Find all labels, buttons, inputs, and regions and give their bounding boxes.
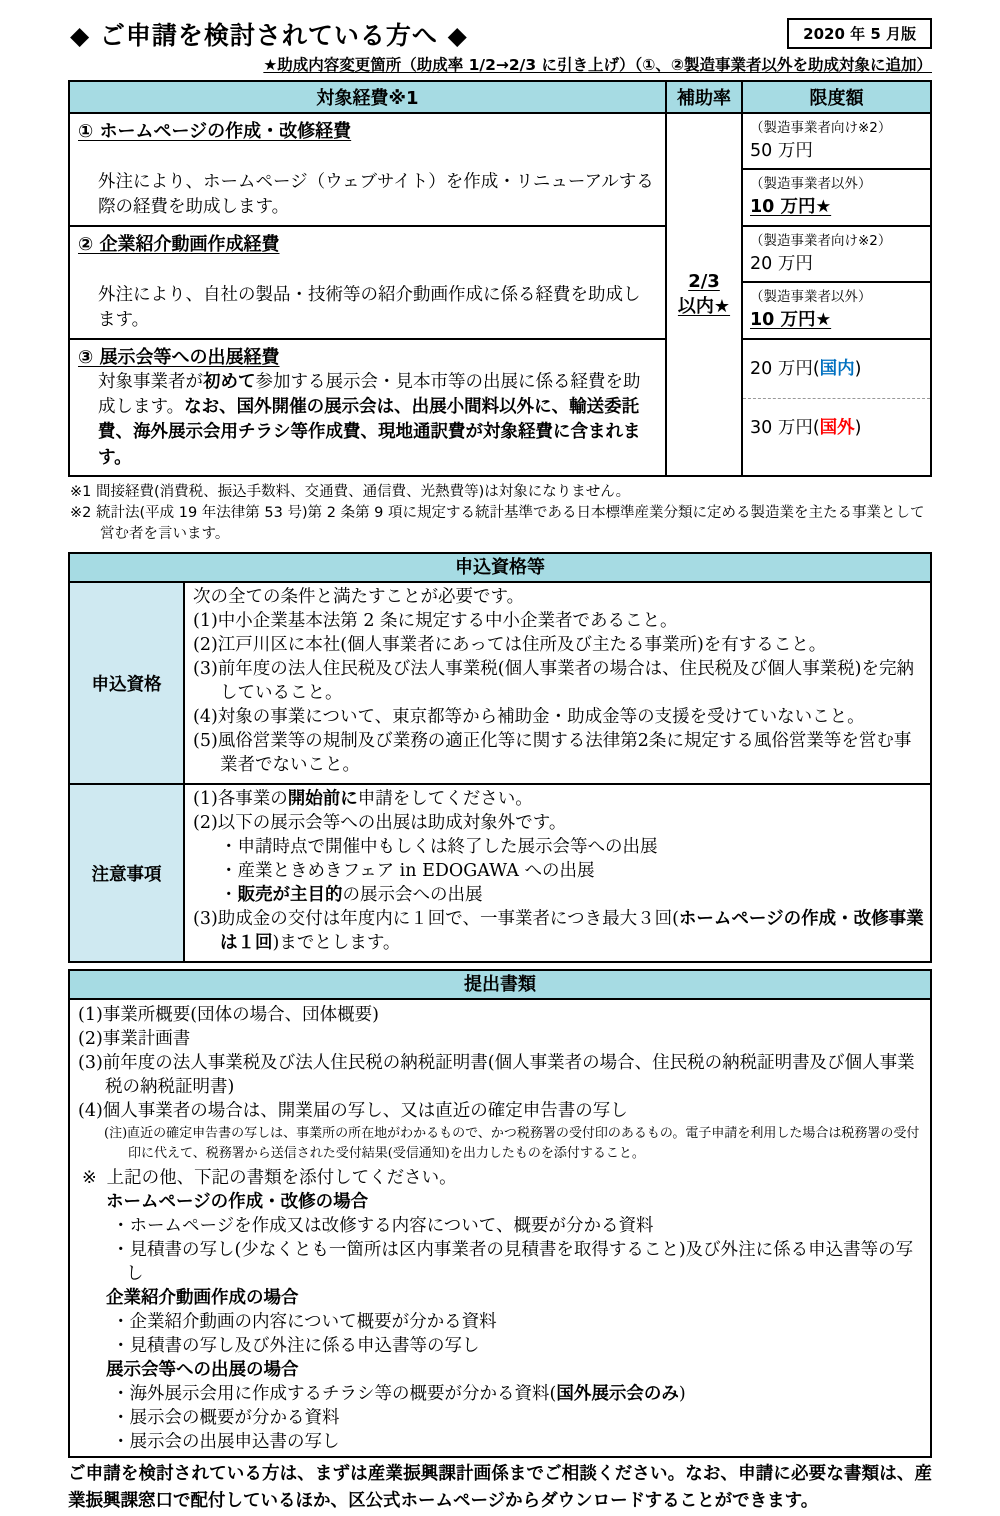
qualification-content <box>185 583 930 783</box>
cautions-content <box>185 785 930 961</box>
limit-amount-overseas: 30 万円(国外) <box>750 418 862 439</box>
exhibition-case-bullet-2: ・展示会の概要が分かる資料 <box>112 1407 340 1428</box>
video-limit-manufacturer <box>743 227 930 283</box>
video-limit-cell <box>742 226 931 339</box>
video-expense-title: ② 企業紹介動画作成経費 <box>78 233 280 255</box>
video-case-bullet-1: ・企業紹介動画の内容について概要が分かる資料 <box>112 1311 497 1332</box>
limit-note-other: （製造事業者以外） <box>750 288 872 305</box>
homepage-expense-cell <box>69 113 666 226</box>
expense-table <box>68 80 932 477</box>
homepage-limit-cell <box>742 113 931 226</box>
limit-amount-other: 10 万円★ <box>750 309 832 330</box>
documents-content <box>68 1000 932 1458</box>
kome-mark: ※ <box>82 1167 97 1188</box>
homepage-case-bullet-1: ・ホームページを作成又は改修する内容について、概要が分かる資料 <box>112 1215 654 1236</box>
expense-row-video <box>69 226 931 339</box>
caution-bullet-1: ・申請時点で開催中もしくは終了した展示会等への出展 <box>220 837 658 858</box>
video-expense-cell <box>69 226 666 339</box>
limit-amount-other: 10 万円★ <box>750 197 832 217</box>
qualification-section <box>68 552 932 963</box>
document-item-4: (4)個人事業者の場合は、開業届の写し、又は直近の確定申告書の写し <box>78 1100 628 1121</box>
version-badge: 2020 年 5 月版 <box>787 18 932 49</box>
cautions-row-label: 注意事項 <box>70 785 185 961</box>
homepage-expense-title: ① ホームページの作成・改修経費 <box>78 121 352 142</box>
limit-note-other: （製造事業者以外） <box>750 175 872 192</box>
exhibition-limit-cell <box>742 339 931 477</box>
caution-item-2: (2)以下の展示会等への出展は助成対象外です。 <box>193 813 567 834</box>
attachments-intro: ※ 上記の他、下記の書類を添付してください。 <box>82 1167 457 1188</box>
homepage-expense-body: 外注により、ホームページ（ウェブサイト）を作成・リニューアルする際の経費を助成します。 <box>98 172 654 218</box>
caution-item-1: (1)各事業の開始前に申請をしてください。 <box>193 789 533 810</box>
exhibition-limit-overseas <box>743 399 930 458</box>
footnote-1: ※1 間接経費(消費税、振込手数料、交通費、通信費、光熱費等)は対象になりません。 <box>70 484 631 500</box>
documents-section <box>68 969 932 1458</box>
homepage-case-bullet-2: ・見積書の写し(少なくとも一箇所は区内事業者の見積書を取得すること)及び外注に係る申込書等の写し <box>112 1239 914 1284</box>
video-limit-other <box>743 283 930 337</box>
document-item-3: (3)前年度の法人事業税及び法人住民税の納税証明書(個人事業者の場合、住民税の納税証明書及び個人事業税の納税証明書) <box>78 1052 915 1097</box>
exhibition-case-heading: 展示会等への出展の場合 <box>106 1360 299 1381</box>
col-header-target-expense: 対象経費※1 <box>69 81 666 113</box>
caution-bullet-3: ・販売が主目的の展示会への出展 <box>220 885 483 906</box>
exhibition-limit-domestic <box>743 340 930 400</box>
document-item-1: (1)事業所概要(団体の場合、団体概要) <box>78 1005 379 1026</box>
qualification-item-2: (2)江戸川区に本社(個人事業者にあっては住所及び主たる事業所)を有すること。 <box>193 635 827 656</box>
qualification-row <box>70 583 930 783</box>
expense-row-exhibition <box>69 339 931 477</box>
col-header-limit-amount: 限度額 <box>742 81 931 113</box>
footnotes <box>70 482 932 545</box>
cautions-row <box>70 783 930 961</box>
qualification-row-label: 申込資格 <box>70 583 185 783</box>
expense-table-header-row <box>69 81 931 113</box>
video-expense-body: 外注により、自社の製品・技術等の紹介動画作成に係る経費を助成します。 <box>98 284 641 331</box>
limit-amount-manufacturer: 50 万円 <box>750 141 813 161</box>
qualification-intro: 次の全ての条件と満たすことが必要です。 <box>193 587 525 608</box>
change-note-text: ★助成内容変更箇所（助成率 1/2→2/3 に引き上げ）（①、②製造事業者以外を助成対象に追加） <box>263 56 932 74</box>
change-note-line <box>68 53 932 75</box>
exhibition-case-bullet-1: ・海外展示会用に作成するチラシ等の概要が分かる資料(国外展示会のみ) <box>112 1383 686 1404</box>
limit-note-manufacturer: （製造事業者向け※2） <box>750 119 892 136</box>
limit-amount-manufacturer: 20 万円 <box>750 253 813 274</box>
col-header-subsidy-rate: 補助率 <box>666 81 742 113</box>
qualification-item-3: (3)前年度の法人住民税及び法人事業税(個人事業者の場合は、住民税及び個人事業税)を完納していること。 <box>193 659 914 704</box>
limit-note-manufacturer: （製造事業者向け※2） <box>750 232 892 249</box>
qualification-item-4: (4)対象の事業について、東京都等から補助金・助成金等の支援を受けていないこと。 <box>193 707 865 728</box>
video-case-bullet-2: ・見積書の写し及び外注に係る申込書等の写し <box>112 1335 480 1356</box>
exhibition-expense-cell <box>69 339 666 477</box>
qualification-item-5: (5)風俗営業等の規制及び業務の適正化等に関する法律第2条に規定する風俗営業等を営む事業者でないこと。 <box>193 731 912 776</box>
exhibition-case-bullet-3: ・展示会の出展申込書の写し <box>112 1431 340 1452</box>
document-item-2: (2)事業計画書 <box>78 1029 191 1050</box>
homepage-limit-manufacturer <box>743 114 930 170</box>
page-title: ◆ ご申請を検討されている方へ ◆ <box>70 21 468 50</box>
footnote-2: ※2 統計法(平成 19 年法律第 53 号)第 2 条第 9 項に規定する統計基準である日本標準産業分類に定める製造業を主たる事業として営む者を言います。 <box>70 505 925 543</box>
exhibition-expense-body: 対象事業者が初めて参加する展示会・見本市等の出展に係る経費を助成します。なお、国外開催の展示会は、出展小間料以外に、輸送委託費、海外展示会用チラシ等作成費、現地通訳費が対象経費に含まれます。 <box>98 371 641 468</box>
video-case-heading: 企業紹介動画作成の場合 <box>106 1288 299 1309</box>
rate-value-line2: 以内★ <box>677 296 731 317</box>
caution-bullet-2: ・産業ときめきフェア in EDOGAWA への出展 <box>220 861 595 882</box>
subsidy-rate-cell <box>666 113 742 476</box>
limit-amount-domestic: 20 万円(国内) <box>750 358 862 379</box>
rate-value-line1: 2/3 <box>688 271 720 292</box>
contact-footer: ご申請を検討されている方は、まずは産業振興課計画係までご相談ください。なお、申請に必要な書類は、産業振興課窓口で配付しているほか、区公式ホームページからダウンロードすることができます。 <box>68 1464 932 1512</box>
documents-section-header: 提出書類 <box>68 969 932 1000</box>
caution-item-3: (3)助成金の交付は年度内に１回で、一事業者につき最大３回(ホームページの作成・改修事業は１回)までとします。 <box>193 909 924 953</box>
qualification-section-header: 申込資格等 <box>68 552 932 583</box>
header <box>68 16 932 52</box>
homepage-case-heading: ホームページの作成・改修の場合 <box>106 1192 369 1213</box>
exhibition-expense-title: ③ 展示会等への出展経費 <box>78 346 280 368</box>
expense-row-homepage <box>69 113 931 226</box>
document-note: (注)直近の確定申告書の写しは、事業所の所在地がわかるもので、かつ税務署の受付印のあるもの。電子申請を利用した場合は税務署の受付印に代えて、税務署から送信された受付結果(受信通知)を出力したものを添付すること。 <box>104 1126 920 1162</box>
homepage-limit-other <box>743 170 930 224</box>
qualification-item-1: (1)中小企業基本法第 2 条に規定する中小企業者であること。 <box>193 611 678 632</box>
